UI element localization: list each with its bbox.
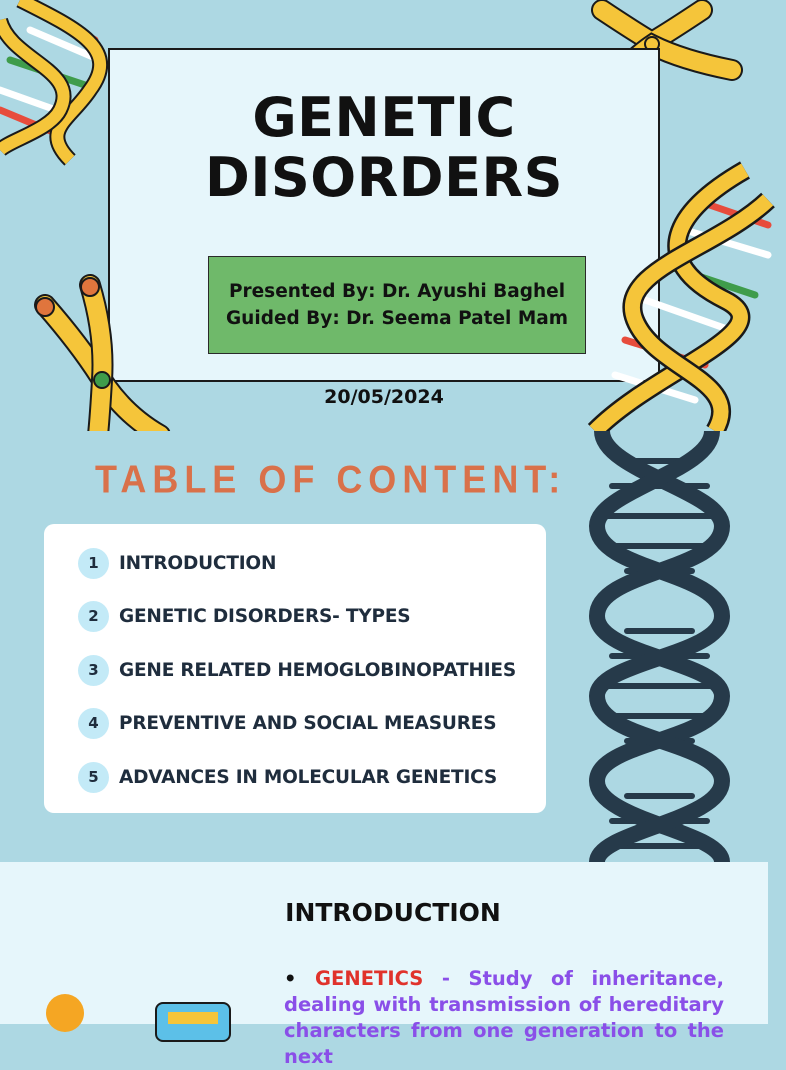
intro-heading: INTRODUCTION xyxy=(285,898,501,927)
intro-slide xyxy=(0,862,768,1068)
presenter-box xyxy=(208,256,586,354)
toc-card xyxy=(44,524,546,813)
toc-item-label: GENE RELATED HEMOGLOBINOPATHIES xyxy=(119,659,516,681)
toc-item-2[interactable] xyxy=(78,600,410,632)
toc-number-badge: 5 xyxy=(78,762,109,793)
toc-number-badge: 2 xyxy=(78,601,109,632)
presentation-date: 20/05/2024 xyxy=(324,386,444,408)
toc-item-5[interactable] xyxy=(78,761,497,793)
toc-item-label: INTRODUCTION xyxy=(119,552,277,574)
page-title: GENETIC DISORDERS xyxy=(205,86,563,209)
toc-item-4[interactable] xyxy=(78,707,496,739)
toc-item-label: PREVENTIVE AND SOCIAL MEASURES xyxy=(119,712,497,734)
presented-by: Presented By: Dr. Ayushi Baghel xyxy=(228,281,566,302)
intro-bullet xyxy=(284,966,724,1070)
toc-number-badge: 1 xyxy=(78,548,109,579)
dna-helix-icon xyxy=(582,431,732,862)
decorative-circle xyxy=(46,994,84,1032)
decorative-block xyxy=(168,1012,218,1024)
toc-slide xyxy=(0,431,768,862)
title-slide xyxy=(0,0,768,431)
chromosome-icon xyxy=(30,275,170,435)
bullet-description: Study of inheritance, dealing with transmission of hereditary characters from one generation to the next xyxy=(284,967,724,1068)
toc-number-badge: 4 xyxy=(78,708,109,739)
toc-heading: TABLE OF CONTENT: xyxy=(95,457,567,502)
guided-by: Guided By: Dr. Seema Patel Mam xyxy=(226,308,568,329)
bullet-dot: • xyxy=(284,967,297,990)
toc-item-label: GENETIC DISORDERS- TYPES xyxy=(119,605,411,627)
toc-item-label: ADVANCES IN MOLECULAR GENETICS xyxy=(119,766,497,788)
toc-item-3[interactable] xyxy=(78,654,516,686)
toc-item-1[interactable] xyxy=(78,547,276,579)
bullet-separator: - xyxy=(423,967,469,990)
toc-number-badge: 3 xyxy=(78,655,109,686)
bullet-term: GENETICS xyxy=(315,967,424,990)
